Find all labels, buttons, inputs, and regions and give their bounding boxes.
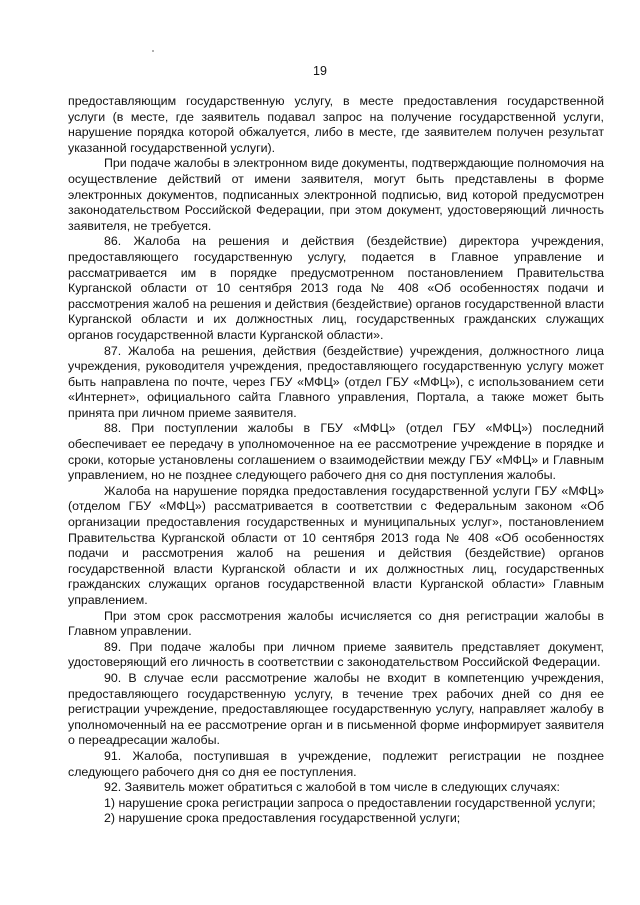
scan-speck <box>152 50 154 52</box>
document-body <box>68 94 604 827</box>
paragraph-87: 87. Жалоба на решения, действия (бездействие) учреждения, должностного лица учреждения, руководителя учреждения, предоставляющего государственную услугу может быть направлена по почте, через ГБУ «МФЦ» (отдел ГБУ «МФЦ»), с использованием сети «Интернет», официального сайта Главного управления, Портала, а также может быть принята при личном приеме заявителя. <box>68 343 604 420</box>
paragraph-86: 86. Жалоба на решения и действия (бездействие) директора учреждения, предоставляющего государственную услугу, подается в Главное управление и рассматривается им в порядке предусмотренном постановлением Правительства Курганской области от 10 сентября 2013 года № 408 «Об особенностях подачи и рассмотрения жалоб на решения и действия (бездействие) органов государственной власти Курганской области и их должностных лиц, государственных гражданских служащих органов государственной власти Курганской области». <box>68 234 604 342</box>
paragraph-92: 92. Заявитель может обратиться с жалобой в том числе в следующих случаях: <box>104 780 560 795</box>
list-item-1: 1) нарушение срока регистрации запроса о предоставлении государственной услуги; <box>104 795 596 810</box>
paragraph-review-period: При этом срок рассмотрения жалобы исчисляется со дня регистрации жалобы в Главном управлении. <box>68 608 604 639</box>
paragraph-continuation: предоставляющим государственную услугу, в месте предоставления государственной услуги (в месте, где заявитель подавал запрос на получение государственной услуги, нарушение порядка которой обжалуется, либо в месте, где заявителем получен результат указанной государственной услуги). <box>68 94 604 155</box>
paragraph-88: 88. При поступлении жалобы в ГБУ «МФЦ» (отдел ГБУ «МФЦ») последний обеспечивает ее передачу в уполномоченное на ее рассмотрение учреждение в порядке и сроки, которые установлены соглашением о взаимодействии между ГБУ «МФЦ» и Главным управлением, но не позднее следующего рабочего дня со дня поступления жалобы. <box>68 421 604 483</box>
paragraph-electronic-submission: При подаче жалобы в электронном виде документы, подтверждающие полномочия на осуществление действий от имени заявителя, могут быть представлены в форме электронных документов, подписанных электронной подписью, вид которой предусмотрен законодательством Российской Федерации, при этом документ, удостоверяющий личность заявителя, не требуется. <box>68 156 604 233</box>
paragraph-mfc-complaint: Жалоба на нарушение порядка предоставления государственной услуги ГБУ «МФЦ» (отделом ГБУ «МФЦ») рассматривается в соответствии с Федеральным законом «Об организации предоставления государственных и муниципальных услуг», постановлением Правительства Курганской области от 10 сентября 2013 года № 408 «Об особенностях подачи и рассмотрения жалоб на решения и действия (бездействие) органов государственной власти Курганской области и их должностных лиц, государственных гражданских служащих органов государственной власти Курганской области» Главным управлением. <box>68 483 604 607</box>
list-item-2: 2) нарушение срока предоставления государственной услуги; <box>104 811 461 826</box>
paragraph-91: 91. Жалоба, поступившая в учреждение, подлежит регистрации не позднее следующего рабочего дня со дня ее поступления. <box>68 748 604 779</box>
paragraph-89: 89. При подаче жалобы при личном приеме заявитель представляет документ, удостоверяющий его личность в соответствии с законодательством Российской Федерации. <box>68 639 604 670</box>
page-number: 19 <box>313 64 327 78</box>
paragraph-90: 90. В случае если рассмотрение жалобы не входит в компетенцию учреждения, предоставляющего государственную услугу, в течение трех рабочих дней со дня ее регистрации учреждение, предоставляющее государственную услугу, направляет жалобу в уполномоченный на ее рассмотрение орган и в письменной форме информирует заявителя о переадресации жалобы. <box>68 670 604 748</box>
